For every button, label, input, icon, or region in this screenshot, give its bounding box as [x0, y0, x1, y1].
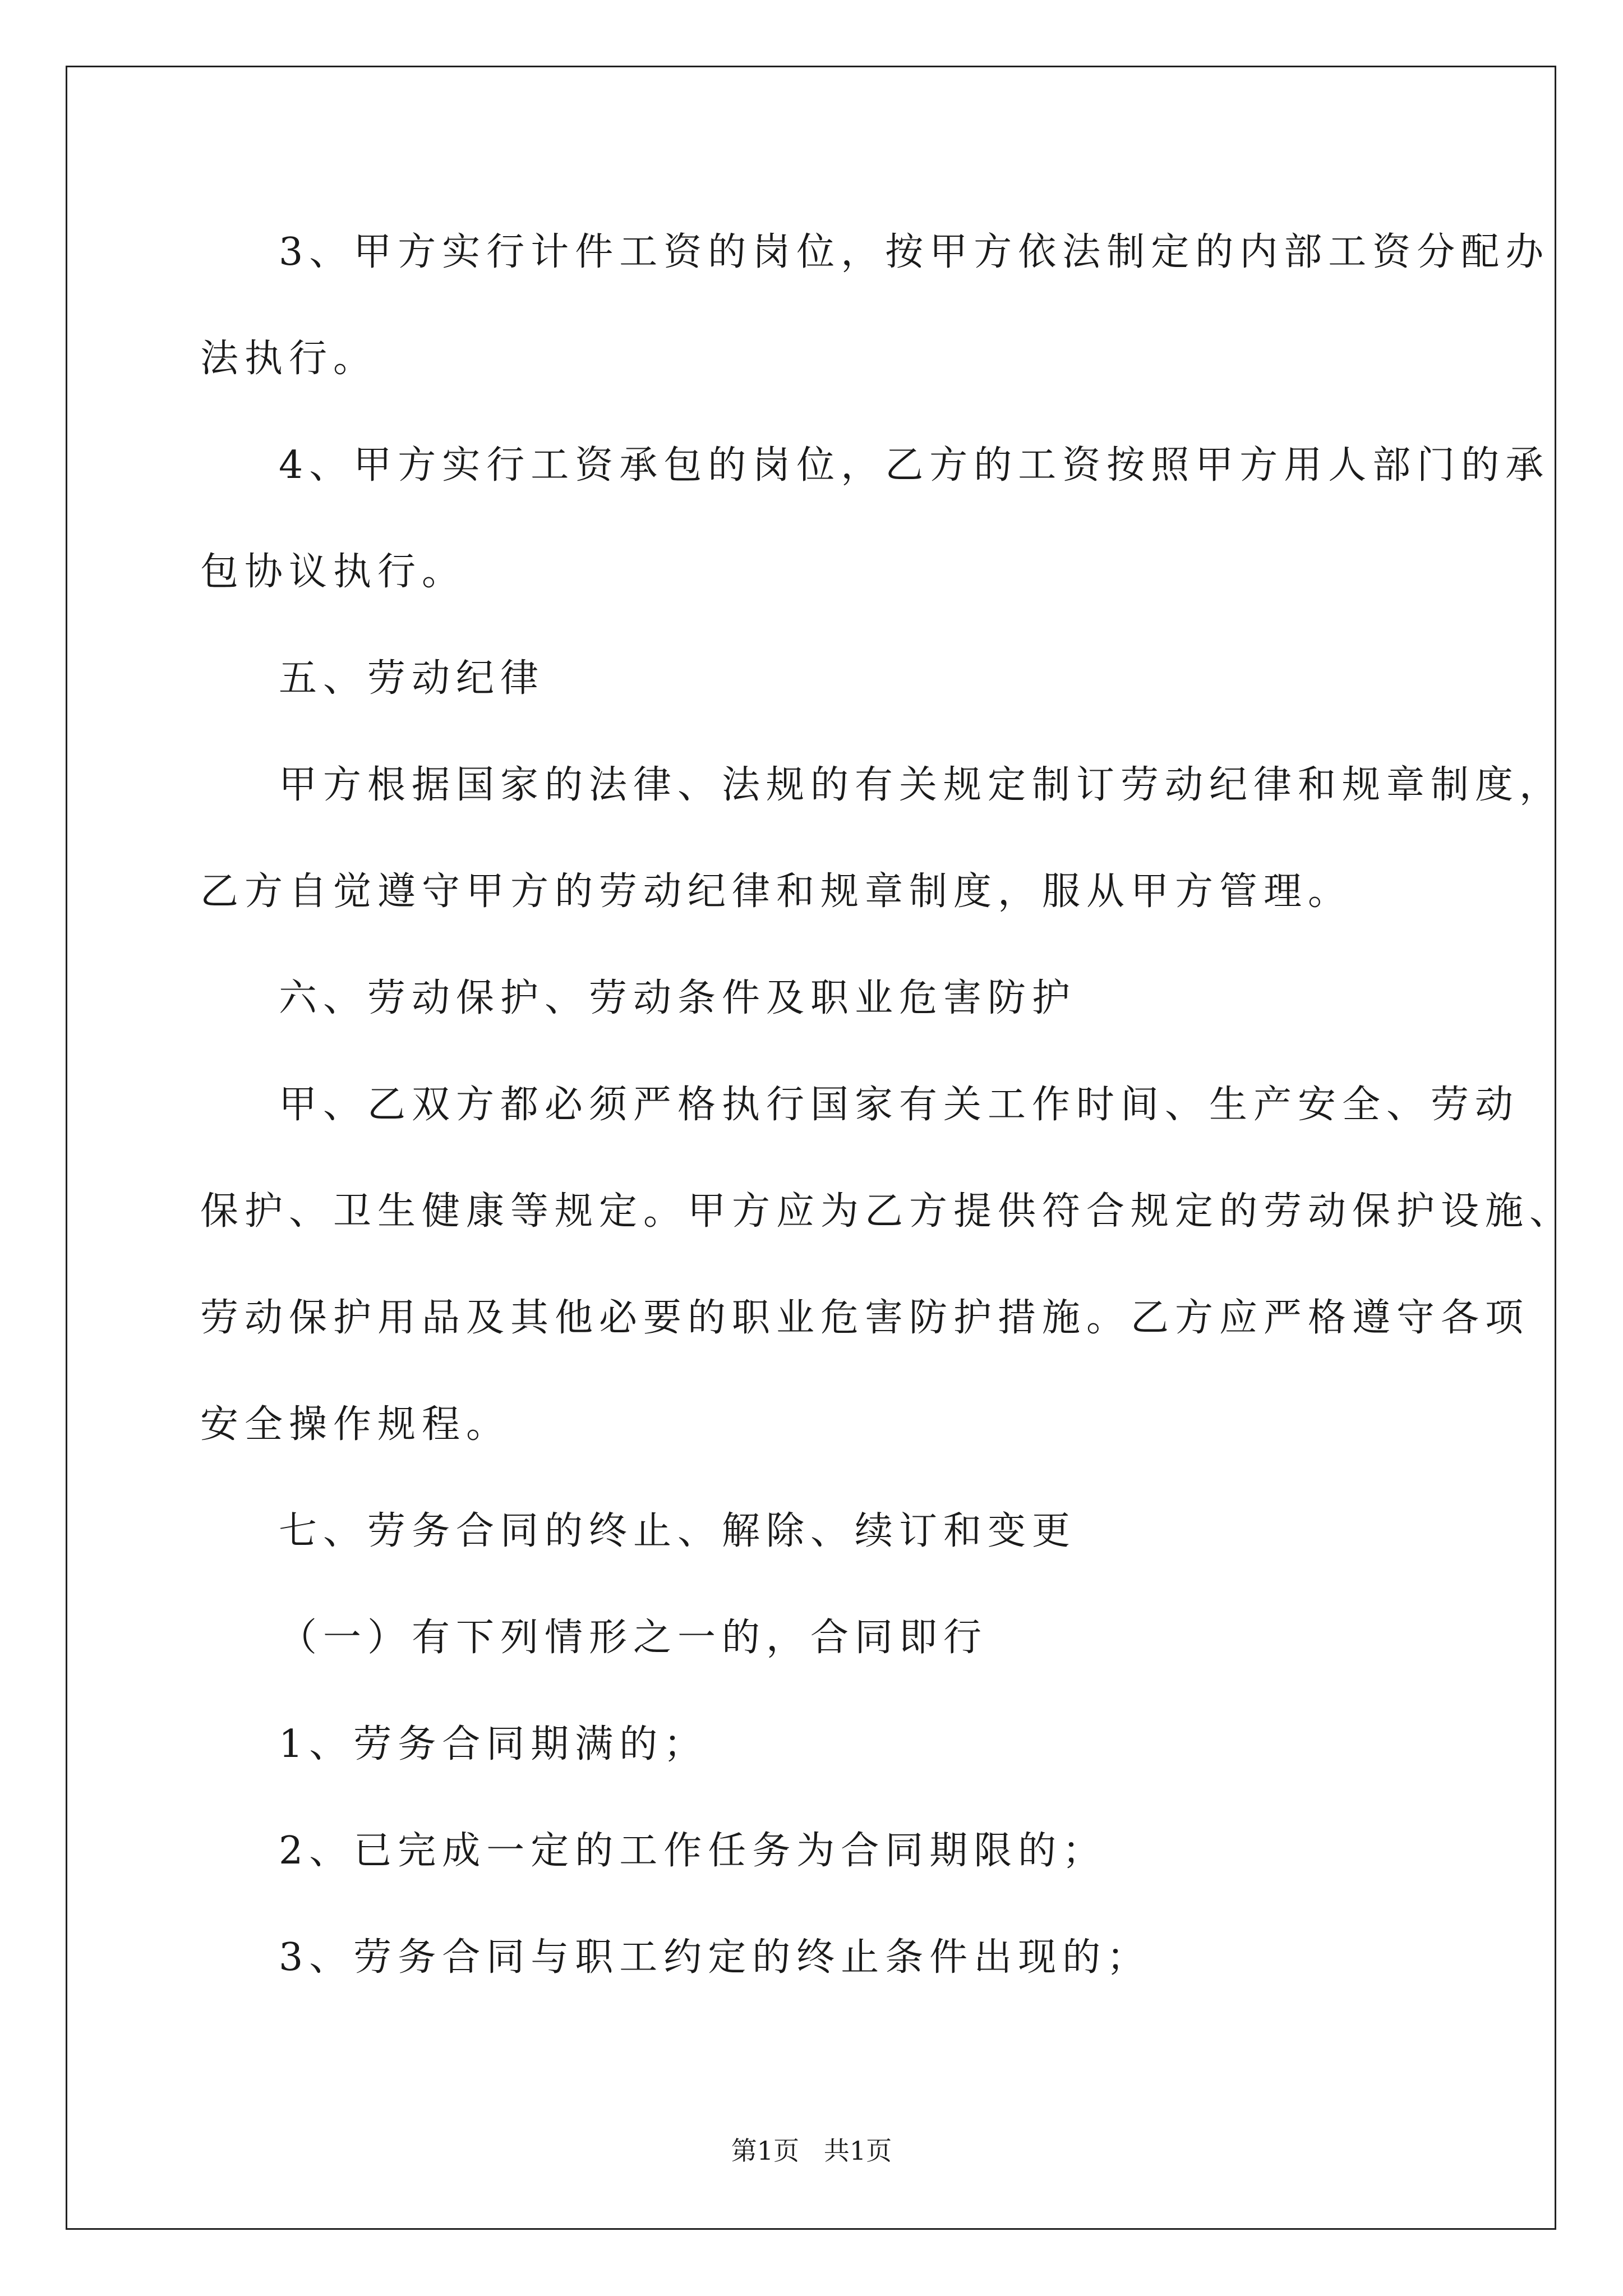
list-item-1: 1、劳务合同期满的； — [279, 1722, 708, 1766]
paragraph-line-10: 保护、卫生健康等规定。甲方应为乙方提供符合规定的劳动保护设施、 — [200, 1189, 1574, 1234]
section-heading-five: 五、劳动纪律 — [279, 656, 545, 701]
paragraph-line-9: 甲、乙双方都必须严格执行国家有关工作时间、生产安全、劳动 — [279, 1083, 1520, 1127]
paragraph-line-1: 3、甲方实行计件工资的岗位，按甲方依法制定的内部工资分配办 — [279, 230, 1550, 274]
page-number-footer: 第1页 共1页 — [731, 2136, 892, 2166]
paragraph-line-6: 甲方根据国家的法律、法规的有关规定制订劳动纪律和规章制度， — [279, 763, 1564, 807]
section-heading-seven: 七、劳务合同的终止、解除、续订和变更 — [279, 1509, 1077, 1553]
paragraph-line-4: 包协议执行。 — [200, 550, 467, 594]
paragraph-line-12: 安全操作规程。 — [200, 1402, 511, 1447]
list-item-3: 3、劳务合同与职工约定的终止条件出现的； — [279, 1935, 1151, 1980]
page-border — [66, 66, 1556, 2230]
section-heading-six: 六、劳动保护、劳动条件及职业危害防护 — [279, 976, 1077, 1020]
subsection-heading-one: （一）有下列情形之一的，合同即行 — [279, 1616, 988, 1660]
paragraph-line-11: 劳动保护用品及其他必要的职业危害防护措施。乙方应严格遵守各项 — [200, 1296, 1530, 1340]
paragraph-line-3: 4、甲方实行工资承包的岗位，乙方的工资按照甲方用人部门的承 — [279, 443, 1550, 487]
paragraph-line-2: 法执行。 — [200, 337, 378, 381]
list-item-2: 2、已完成一定的工作任务为合同期限的； — [279, 1829, 1107, 1873]
paragraph-line-7: 乙方自觉遵守甲方的劳动纪律和规章制度，服从甲方管理。 — [200, 869, 1353, 914]
